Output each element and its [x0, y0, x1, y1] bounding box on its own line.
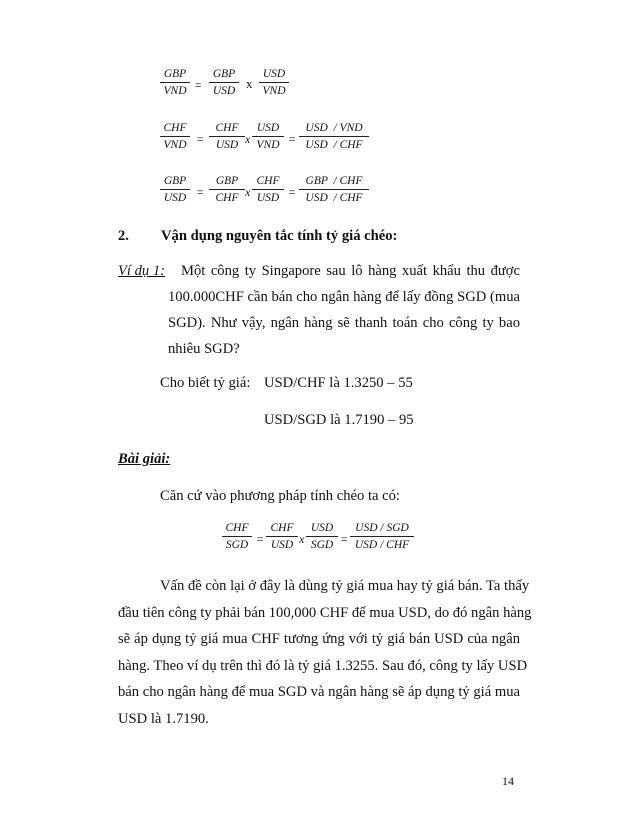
example-text-line-1: Một công ty Singapore sau lô hàng xuất khẩu thu được — [181, 263, 520, 279]
equals-sign: = — [288, 185, 297, 199]
rate-usd-sgd: USD/SGD là 1.7190 – 95 — [264, 412, 414, 428]
fraction: GBP CHF — [209, 175, 245, 204]
paragraph-line: sẽ áp dụng tỷ giá mua CHF tương ứng với tỷ giá bán USD của ngân — [118, 631, 520, 647]
equals-sign: = — [340, 532, 349, 546]
fraction: CHF SGD — [222, 522, 252, 551]
page-number: 14 — [502, 774, 514, 788]
rate-usd-chf: USD/CHF là 1.3250 – 55 — [264, 375, 413, 391]
equals-sign: = — [194, 78, 203, 92]
fraction: USD / SGD USD / CHF — [350, 522, 414, 551]
equals-sign: = — [288, 132, 297, 146]
equals-sign: = — [256, 532, 265, 546]
example-text-line-2: 100.000CHF cần bán cho ngân hàng để lấy đồng SGD (mua — [168, 289, 520, 305]
fraction: CHF USD — [252, 175, 284, 204]
fraction: USD VND — [259, 68, 289, 97]
section-title: Vận dụng nguyên tắc tính tỷ giá chéo: — [161, 228, 398, 244]
equals-sign: = — [196, 132, 205, 146]
fraction: CHF VND — [160, 122, 190, 151]
section-number: 2. — [118, 228, 129, 244]
fraction: USD / VND USD / CHF — [299, 122, 369, 151]
solution-label: Bài giải: — [118, 451, 171, 467]
fraction: GBP / CHF USD / CHF — [299, 175, 369, 204]
fraction: CHF USD — [209, 122, 245, 151]
solution-intro: Căn cứ vào phương pháp tính chéo ta có: — [160, 488, 400, 504]
paragraph-line: Vấn đề còn lại ở đây là dùng tỷ giá mua hay tỷ giá bán. Ta thấy — [160, 578, 530, 594]
fraction: USD SGD — [306, 522, 338, 551]
paragraph-line: bán cho ngân hàng để mua SGD và ngân hàng sẽ áp dụng tỷ giá mua — [118, 684, 520, 700]
example-text-line-3: SGD). Như vậy, ngân hàng sẽ thanh toán cho công ty bao — [168, 315, 520, 331]
equals-sign: = — [196, 185, 205, 199]
fraction: GBP USD — [160, 175, 190, 204]
paragraph-line: USD là 1.7190. — [118, 710, 209, 727]
multiply-sign: x — [299, 532, 305, 546]
fraction: USD VND — [252, 122, 284, 151]
fraction: CHF USD — [266, 522, 298, 551]
given-rates-label: Cho biết tỷ giá: — [160, 375, 251, 391]
multiply-sign: x — [245, 185, 251, 199]
example-label: Ví dụ 1: — [118, 263, 166, 279]
fraction: GBP USD — [209, 68, 239, 97]
multiply-sign: x — [246, 76, 253, 91]
solution-paragraph — [118, 573, 532, 732]
paragraph-line: hàng. Theo ví dụ trên thì đó là tỷ giá 1.3255. Sau đó, công ty lấy USD — [118, 657, 528, 674]
multiply-sign: x — [245, 132, 251, 146]
paragraph-line: đầu tiên công ty phải bán 100,000 CHF để mua USD, do đó ngân hàng — [118, 604, 532, 621]
fraction: GBP VND — [160, 68, 190, 97]
example-text-line-4: nhiêu SGD? — [168, 341, 240, 357]
